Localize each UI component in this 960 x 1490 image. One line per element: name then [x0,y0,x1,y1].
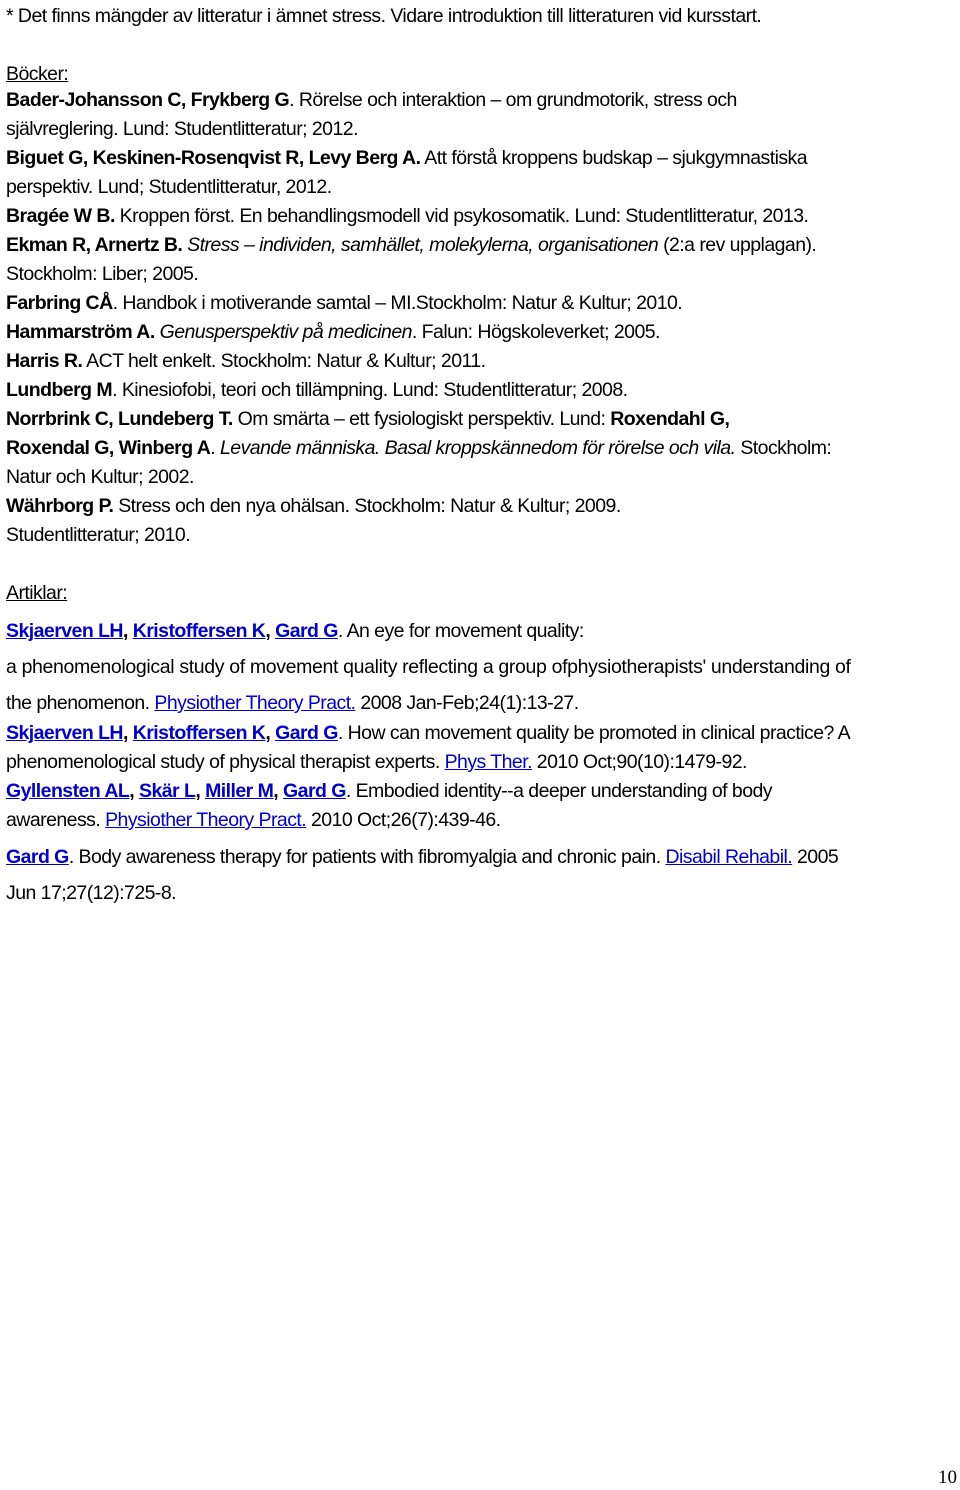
author-link[interactable]: Skär L [139,780,196,802]
author-link[interactable]: Kristoffersen K [132,722,266,744]
book-entry: Lundberg M. Kinesiofobi, teori och tillämpning. Lund: Studentlitteratur; 2008. [6,379,628,401]
book-entry: Farbring CÅ. Handbok i motiverande samtal – MI.Stockholm: Natur & Kultur; 2010. [6,292,683,314]
book-entry-cont: Studentlitteratur; 2010. [6,524,191,546]
article-entry: Gyllensten AL, Skär L, Miller M, Gard G. Embodied identity--a deeper understanding of body [6,780,773,802]
article-entry-cont: awareness. Physiother Theory Pract. 2010 Oct;26(7):439-46. [6,809,501,831]
author-link[interactable]: Gyllensten AL [6,780,130,802]
book-entry: Norrbrink C, Lundeberg T. Om smärta – ett fysiologiskt perspektiv. Lund: Roxendahl G, [6,408,730,430]
book-entry: Währborg P. Stress och den nya ohälsan. Stockholm: Natur & Kultur; 2009. [6,495,621,517]
book-entry: Ekman R, Arnertz B. Stress – individen, samhället, molekylerna, organisationen (2:a rev upplagan). [6,234,817,256]
book-entry: Bragée W B. Kroppen först. En behandlingsmodell vid psykosomatik. Lund: Studentlitteratur, 2013. [6,205,809,227]
author-link[interactable]: Gard G [283,780,346,802]
journal-link[interactable]: Disabil Rehabil. [665,846,793,868]
intro-note: * Det finns mängder av litteratur i ämnet stress. Vidare introduktion till litteraturen vid kursstart. [6,5,762,27]
articles-heading: Artiklar: [6,582,68,604]
book-entry-cont: Stockholm: Liber; 2005. [6,263,199,285]
article-entry: Gard G. Body awareness therapy for patients with fibromyalgia and chronic pain. Disabil Rehabil. 2005 [6,846,839,868]
book-entry-cont: självreglering. Lund: Studentlitteratur; 2012. [6,118,358,140]
article-entry-cont: phenomenological study of physical therapist experts. Phys Ther. 2010 Oct;90(10):1479-92. [6,751,747,773]
author-link[interactable]: Miller M [205,780,274,802]
article-entry-cont: Jun 17;27(12):725-8. [6,882,177,904]
journal-link[interactable]: Phys Ther. [444,751,532,773]
author-link[interactable]: Gard G [275,620,338,642]
author-link[interactable]: Gard G [275,722,338,744]
book-entry: Harris R. ACT helt enkelt. Stockholm: Natur & Kultur; 2011. [6,350,486,372]
book-entry: Bader-Johansson C, Frykberg G. Rörelse och interaktion – om grundmotorik, stress och [6,89,737,111]
book-entry-cont: perspektiv. Lund; Studentlitteratur, 2012. [6,176,332,198]
article-entry: Skjaerven LH, Kristoffersen K, Gard G. An eye for movement quality: [6,620,584,642]
page-number: 10 [938,1467,957,1488]
article-entry-cont: a phenomenological study of movement quality reflecting a group ofphysiotherapists' understanding of [6,656,851,678]
author-link[interactable]: Kristoffersen K [132,620,266,642]
author-link[interactable]: Skjaerven LH [6,620,123,642]
article-entry: Skjaerven LH, Kristoffersen K, Gard G. How can movement quality be promoted in clinical practice? A [6,722,851,744]
author-link[interactable]: Skjaerven LH [6,722,123,744]
book-entry: Biguet G, Keskinen-Rosenqvist R, Levy Berg A. Att förstå kroppens budskap – sjukgymnastiska [6,147,808,169]
books-heading: Böcker: [6,63,69,85]
book-entry-cont: Natur och Kultur; 2002. [6,466,194,488]
article-entry-cont: the phenomenon. Physiother Theory Pract. 2008 Jan-Feb;24(1):13-27. [6,692,579,714]
author-link[interactable]: Gard G [6,846,69,868]
book-entry-cont: Roxendal G, Winberg A. Levande människa. Basal kroppskännedom för rörelse och vila. Stockholm: [6,437,832,459]
journal-link[interactable]: Physiother Theory Pract. [154,692,356,714]
book-entry: Hammarström A. Genusperspektiv på medicinen. Falun: Högskoleverket; 2005. [6,321,660,343]
journal-link[interactable]: Physiother Theory Pract. [105,809,307,831]
